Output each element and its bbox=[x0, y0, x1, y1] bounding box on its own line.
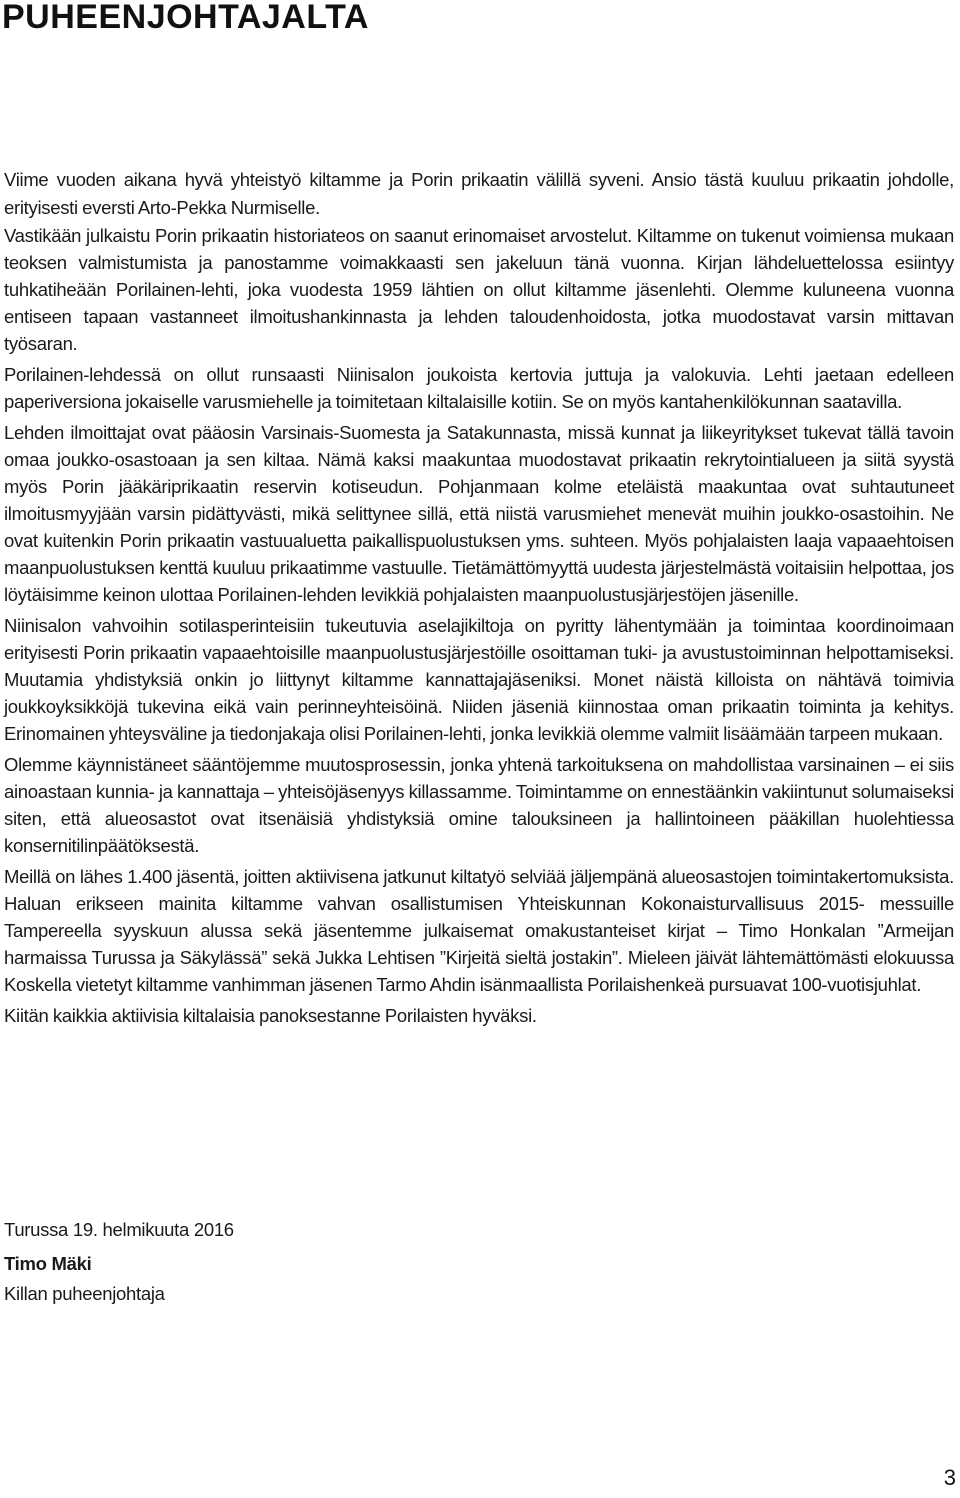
signature-name: Timo Mäki bbox=[4, 1253, 92, 1274]
paragraph-4: Lehden ilmoittajat ovat pääosin Varsinais-Suomesta ja Satakunnasta, missä kunnat ja liikeyritykset tukevat tällä tavoin omaa joukko-osastoaan ja sen kiltaa. Nämä kaksi maakuntaa muodostavat prikaatin rekrytointialueen ja siitä syystä myös Porin jääkäriprikaatin reservin kotiseudun. Pohjanmaan kolme eteläistä maakuntaa ovat suhtautuneet ilmoitusmyyjään varsin pidättyvästi, mikä selittynee sillä, että niistä varusmiehet menevät muihin joukko-osastoihin. Ne ovat kuitenkin Porin prikaatin vastuualuetta paikallispuolustuksen yms. suhteen. Myös pohjalaisten laaja vapaaehtoisen maanpuolustuksen kenttä kuuluu prikaatimme vastuulle. Tietämättömyyttä uudesta järjestelmästä voitaisiin helpottaa, jos löytäisimme keinon ulottaa Porilainen-lehden levikkiä pohjalaisten maanpuolustusjärjestöjen jäsenille. bbox=[4, 422, 954, 605]
signature-date: Turussa 19. helmikuuta 2016 bbox=[4, 1219, 234, 1240]
paragraph-3: Porilainen-lehdessä on ollut runsaasti Niinisalon joukoista kertovia juttuja ja valokuvia. Lehti jaetaan edelleen paperiversiona jokaiselle varusmiehelle ja toimitetaan kiltalaisille kotiin. Se on myös kantahenkilökunnan saatavilla. bbox=[4, 364, 954, 412]
signature-block bbox=[4, 1215, 604, 1309]
signature-role: Killan puheenjohtaja bbox=[4, 1283, 165, 1304]
paragraph-6: Olemme käynnistäneet sääntöjemme muutosprosessin, jonka yhtenä tarkoituksena on mahdollistaa varsinainen – ei siis ainoastaan kunnia- ja kannattaja – yhteisöjäsenyys killassamme. Toimintamme on ennestäänkin vakiintunut solumaiseksi siten, että alueosastot ovat itsenäisiä yhdistyksiä omine talouksineen ja hallintoineen pääkillan huolehtiessa konsernitilinpäätöksestä. bbox=[4, 754, 954, 856]
paragraph-2: Vastikään julkaistu Porin prikaatin historiateos on saanut erinomaiset arvostelut. Kiltamme on tukenut voimiensa mukaan teoksen valmistumista ja panostamme voimakkaasti sen jakeluun tänä vuonna. Kirjan lähdeluettelossa esiintyy tuhkatiheään Porilainen-lehti, joka vuodesta 1959 lähtien on ollut kiltamme jäsenlehti. Olemme kuluneena vuonna entiseen tapaan vastanneet ilmoitushankinnasta ja lehden taloudenhoidosta, jotka muodostavat varsin mittavan työsaran. bbox=[4, 225, 954, 354]
paragraph-8: Kiitän kaikkia aktiivisia kiltalaisia panoksestanne Porilaisten hyväksi. bbox=[4, 1005, 537, 1026]
page-number: 3 bbox=[943, 1465, 956, 1490]
paragraph-5: Niinisalon vahvoihin sotilasperinteisiin tukeutuvia aselajikiltoja on pyritty lähentymään ja toimintaa koordinoimaan erityisesti Porin prikaatin vapaaehtoisille maanpuolustusjärjestöille osoittaman tuki- ja avustustoiminnan helpottamiseksi. Muutamia yhdistyksiä onkin jo liittynyt kiltamme kannattajajäseniksi. Monet näistä killoista on nähtävä toimivia joukkoyksikköjä tukevina eikä vain perinneyhteisöinä. Niiden jäseniä kiinnostaa oman prikaatin toiminta ja kehitys. Erinomainen yhteysväline ja tiedonjakaja olisi Porilainen-lehti, jonka levikkiä olemme valmiit lisäämään tarpeen mukaan. bbox=[4, 615, 954, 744]
article-body bbox=[4, 166, 954, 1033]
page-title: PUHEENJOHTAJALTA bbox=[2, 0, 369, 36]
paragraph-1: Viime vuoden aikana hyvä yhteistyö kiltamme ja Porin prikaatin välillä syveni. Ansio tästä kuuluu prikaatin johdolle, erityisesti eversti Arto-Pekka Nurmiselle. bbox=[4, 169, 954, 218]
paragraph-7: Meillä on lähes 1.400 jäsentä, joitten aktiivisena jatkunut kiltatyö selviää jäljempänä alueosastojen toimintakertomuksista. Haluan erikseen mainita kiltamme vahvan osallistumisen Yhteiskunnan Kokonaisturvallisuus 2015- messuille Tampereella syyskuun alussa sekä jäsentemme julkaisemat omakustanteiset kirjat – Timo Honkalan ”Armeijan harmaissa Turussa ja Säkylässä” sekä Jukka Lehtisen ”Kirjeitä sieltä jostakin”. Mieleen jäivät lähtemättömästi elokuussa Koskella vietetyt kiltamme vanhimman jäsenen Tarmo Ahdin isänmaallista Porilaishenkeä pursuavat 100-vuotisjuhlat. bbox=[4, 866, 954, 995]
